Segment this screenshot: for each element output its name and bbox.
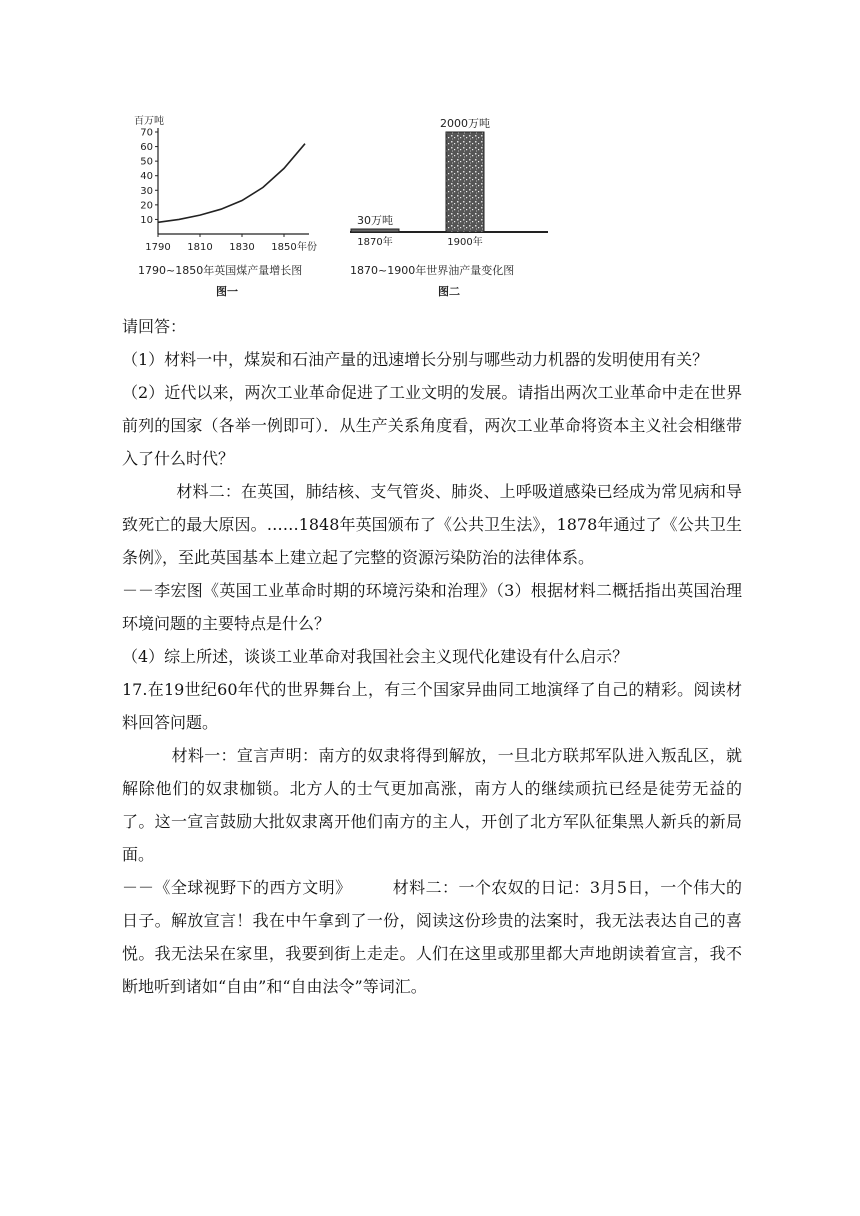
coal-chart-caption: 1790~1850年英国煤产量增长图 [138,264,303,277]
y-axis-unit: 百万吨 [134,116,164,127]
x-tick-label: 1790 [145,242,171,253]
x-tick-label: 1850 [271,242,297,253]
oil-chart-figure-label: 图二 [438,285,460,298]
oil-bar [446,132,484,232]
x-tick-label: 1810 [187,242,213,253]
paragraph: 17.在19世纪60年代的世界舞台上，有三个国家异曲同工地演绎了自己的精彩。阅读材料回答问题。 [122,680,742,732]
paragraph: 请回答： [122,317,187,336]
paragraph: （1）材料一中，煤炭和石油产量的迅速增长分别与哪些动力机器的发明使用有关？ [122,350,709,369]
y-tick-label: 60 [140,142,153,154]
oil-chart [348,110,578,305]
coal-production-line [158,144,305,223]
y-tick-label: 40 [140,171,153,183]
paragraph: 材料二：在英国，肺结核、支气管炎、肺炎、上呼吸道感染已经成为常见病和导致死亡的最大原因。……1848年英国颁布了《公共卫生法》，1878年通过了《公共卫生条例》，至此英国基本上建立起了完整的资源污染防治的法律体系。 [122,482,742,567]
coal-chart-plot [120,100,320,275]
y-tick-label: 70 [140,127,153,139]
oil-category-label: 1900年 [447,237,483,248]
coal-chart-figure-label: 图一 [216,285,238,298]
paragraph: 材料一：宣言声明：南方的奴隶将得到解放，一旦北方联邦军队进入叛乱区，就解除他们的奴隶枷锁。北方人的士气更加高涨，南方人的继续顽抗已经是徒劳无益的了。这一宣言鼓励大批奴隶离开他们南方的主人，开创了北方军队征集黑人新兵的新局面。 [122,746,742,864]
paragraph: （2）近代以来，两次工业革命促进了工业文明的发展。请指出两次工业革命中走在世界前列的国家（各举一例即可）．从生产关系角度看，两次工业革命将资本主义社会相继带入了什么时代？ [122,383,742,468]
paragraph: －－李宏图《英国工业革命时期的环境污染和治理》（3）根据材料二概括指出英国治理环境问题的主要特点是什么？ [122,581,742,633]
x-tick-label: 1830 [229,242,255,253]
oil-bar [351,229,399,232]
oil-bar-data-label: 30万吨 [357,214,393,227]
oil-chart-caption: 1870~1900年世界油产量变化图 [350,264,515,277]
paragraph: －－《全球视野下的西方文明》 材料二：一个农奴的日记：3月5日，一个伟大的日子。解放宣言！我在中午拿到了一份，阅读这份珍贵的法案时，我无法表达自己的喜悦。我无法呆在家里，我要到街上走走。人们在这里或那里都大声地朗读着宣言，我不断地听到诸如“自由”和“自由法令”等词汇。 [122,878,742,996]
paragraph: （4）综上所述，谈谈工业革命对我国社会主义现代化建设有什么启示？ [122,647,629,666]
x-axis-label: 年份 [297,242,317,253]
question-text [122,310,742,1003]
y-tick-label: 50 [140,156,153,168]
oil-chart-plot [348,110,578,250]
y-tick-label: 30 [140,185,153,197]
oil-category-label: 1870年 [357,237,393,248]
y-tick-label: 10 [140,214,153,226]
oil-bar-data-label: 2000万吨 [440,117,490,130]
y-tick-label: 20 [140,200,153,212]
coal-chart [120,100,320,305]
figures-area [120,100,580,305]
